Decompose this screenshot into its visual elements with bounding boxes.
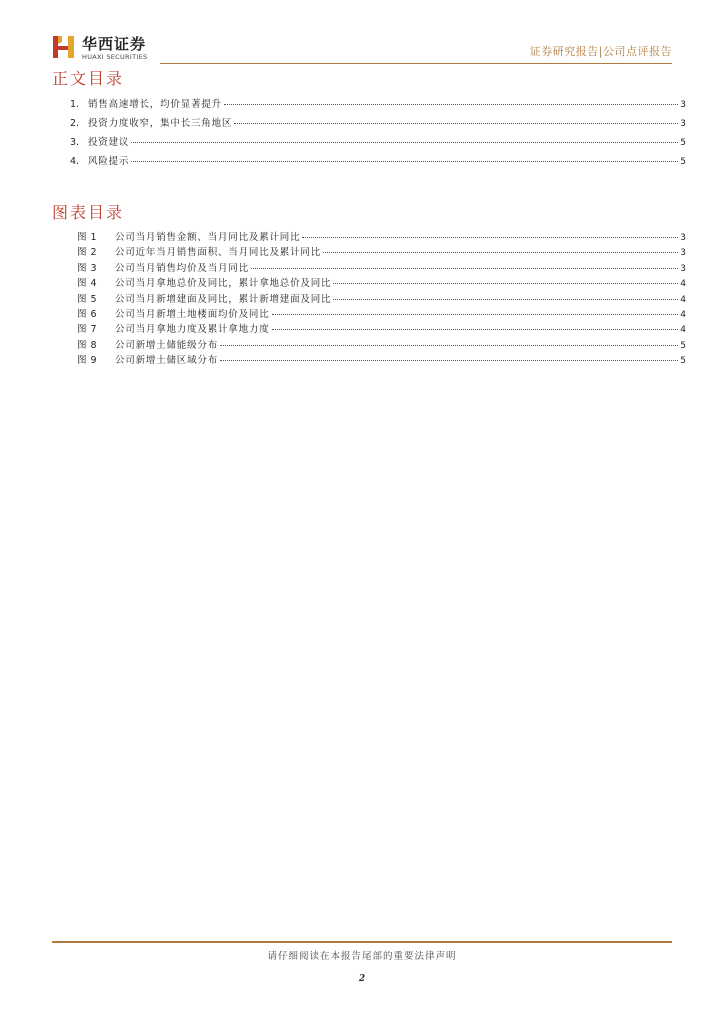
figure-toc-item[interactable]	[52, 321, 686, 336]
figure-page: 5	[680, 356, 686, 367]
figure-toc-item[interactable]	[52, 337, 686, 352]
footer-divider	[52, 941, 672, 943]
legal-notice: 请仔细阅读在本报告尾部的重要法律声明	[267, 951, 457, 962]
dot-leader	[220, 360, 678, 361]
figure-toc-item[interactable]	[52, 306, 686, 321]
figure-label: 公司当月销售金额、当月同比及累计同比	[115, 232, 301, 243]
dot-leader	[224, 104, 678, 105]
figure-number: 图 3	[77, 262, 98, 274]
toc-item-label: 销售高速增长，均价显著提升	[88, 99, 222, 110]
figure-page: 4	[680, 325, 686, 336]
toc-item-page: 5	[680, 157, 686, 167]
figure-label: 公司当月拿地总价及同比，累计拿地总价及同比	[115, 278, 332, 290]
dot-leader	[234, 123, 678, 124]
report-type: 证券研究报告|公司点评报告	[529, 45, 672, 58]
toc-item[interactable]	[52, 115, 686, 134]
dot-leader	[302, 237, 678, 238]
figure-number: 图 9	[77, 355, 98, 367]
figure-label: 公司新增土储能级分布	[115, 339, 219, 351]
dot-leader	[272, 314, 679, 315]
figure-label: 公司当月拿地力度及累计拿地力度	[115, 324, 270, 336]
figure-page: 4	[680, 309, 686, 320]
figure-toc-title: 图表目录	[52, 203, 125, 222]
figure-label: 公司新增土储区域分布	[115, 355, 219, 367]
figure-page: 3	[680, 233, 686, 243]
figure-page: 4	[680, 294, 686, 305]
figure-toc-list	[52, 229, 686, 368]
figure-number: 图 6	[77, 308, 98, 320]
figure-number: 图 1	[77, 232, 98, 243]
toc-item-page: 3	[680, 100, 686, 110]
figure-toc-item[interactable]	[52, 275, 686, 290]
figure-number: 图 5	[77, 293, 98, 305]
figure-page: 5	[680, 340, 686, 351]
figure-page: 3	[680, 263, 686, 274]
toc-item[interactable]	[52, 96, 686, 115]
toc-item-page: 5	[680, 138, 686, 148]
dot-leader	[272, 329, 679, 330]
figure-label: 公司当月新增建面及同比，累计新增建面及同比	[115, 293, 332, 305]
brand-name-cn: 华西证券	[82, 35, 147, 53]
figure-toc-item[interactable]	[52, 244, 686, 259]
figure-page: 3	[680, 248, 686, 259]
header-divider	[160, 63, 672, 64]
figure-label: 公司当月新增土地楼面均价及同比	[115, 308, 270, 320]
main-toc-list	[52, 96, 686, 172]
figure-label: 公司当月销售均价及当月同比	[115, 262, 249, 274]
toc-item-number: 2.	[70, 118, 80, 129]
main-toc-title: 正文目录	[52, 69, 125, 88]
huaxi-logo-icon	[52, 34, 76, 60]
figure-toc-item[interactable]	[52, 291, 686, 306]
dot-leader	[333, 299, 678, 300]
brand-name-en: HUAXI SECURITIES	[82, 53, 148, 61]
figure-number: 图 4	[77, 278, 98, 290]
figure-number: 图 8	[77, 339, 98, 351]
figure-page: 4	[680, 279, 686, 290]
toc-item-label: 风险提示	[88, 156, 130, 167]
figure-number: 图 2	[77, 247, 98, 259]
dot-leader	[131, 142, 678, 143]
dot-leader	[323, 252, 678, 253]
dot-leader	[220, 345, 678, 346]
toc-item-number: 3.	[70, 137, 80, 148]
page-header	[0, 0, 724, 70]
dot-leader	[131, 161, 678, 162]
toc-item-number: 1.	[70, 99, 80, 110]
toc-item-number: 4.	[70, 156, 80, 167]
dot-leader	[333, 283, 678, 284]
figure-label: 公司近年当月销售面积、当月同比及累计同比	[115, 247, 322, 259]
toc-item[interactable]	[52, 134, 686, 153]
figure-toc-item[interactable]	[52, 352, 686, 367]
toc-item-label: 投资建议	[88, 137, 130, 148]
toc-item-page: 3	[680, 119, 686, 129]
toc-item-label: 投资力度收窄，集中长三角地区	[88, 118, 233, 129]
figure-toc-item[interactable]	[52, 229, 686, 244]
dot-leader	[251, 268, 678, 269]
page-number: 2	[358, 974, 366, 984]
figure-toc-item[interactable]	[52, 260, 686, 275]
figure-number: 图 7	[77, 324, 98, 336]
toc-item[interactable]	[52, 153, 686, 172]
